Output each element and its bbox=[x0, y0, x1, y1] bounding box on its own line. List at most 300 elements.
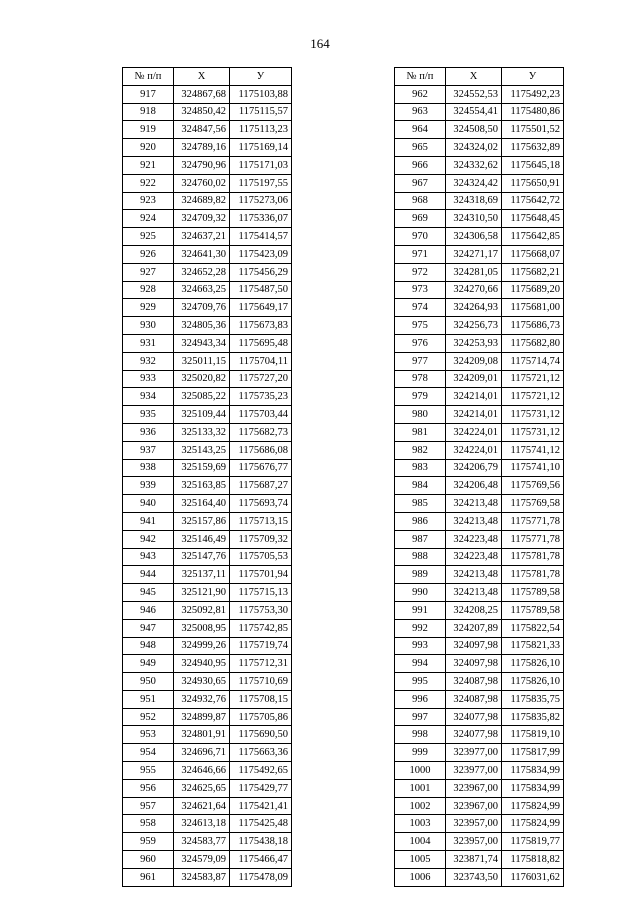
x-coordinate-cell: 325133,32 bbox=[174, 423, 230, 441]
x-coordinate-cell: 324625,65 bbox=[174, 779, 230, 797]
table-row bbox=[123, 637, 292, 655]
x-coordinate-cell: 324310,50 bbox=[446, 210, 502, 228]
point-number-cell: 953 bbox=[123, 726, 174, 744]
point-number-cell: 956 bbox=[123, 779, 174, 797]
point-number-cell: 983 bbox=[395, 459, 446, 477]
point-number-cell: 926 bbox=[123, 245, 174, 263]
x-coordinate-cell: 324332,62 bbox=[446, 156, 502, 174]
table-row bbox=[395, 281, 564, 299]
point-number-cell: 936 bbox=[123, 423, 174, 441]
table-row bbox=[123, 174, 292, 192]
x-coordinate-cell: 323871,74 bbox=[446, 851, 502, 869]
y-coordinate-cell: 1175781,78 bbox=[502, 548, 564, 566]
y-coordinate-cell: 1175663,36 bbox=[230, 744, 292, 762]
y-coordinate-cell: 1175703,44 bbox=[230, 406, 292, 424]
page-number: 164 bbox=[310, 36, 330, 51]
table-row bbox=[395, 495, 564, 513]
x-coordinate-cell: 324209,08 bbox=[446, 352, 502, 370]
y-coordinate-cell: 1175834,99 bbox=[502, 762, 564, 780]
table-row bbox=[123, 512, 292, 530]
table-row bbox=[123, 352, 292, 370]
y-coordinate-cell: 1175425,48 bbox=[230, 815, 292, 833]
x-coordinate-cell: 324223,48 bbox=[446, 530, 502, 548]
table-row bbox=[123, 762, 292, 780]
table-row bbox=[123, 477, 292, 495]
x-coordinate-cell: 325137,11 bbox=[174, 566, 230, 584]
x-coordinate-cell: 324077,98 bbox=[446, 708, 502, 726]
table-row bbox=[123, 299, 292, 317]
x-coordinate-cell: 325163,85 bbox=[174, 477, 230, 495]
y-coordinate-cell: 1175821,33 bbox=[502, 637, 564, 655]
point-number-cell: 949 bbox=[123, 655, 174, 673]
table-row bbox=[123, 601, 292, 619]
point-number-cell: 924 bbox=[123, 210, 174, 228]
header-x: X bbox=[174, 68, 230, 86]
point-number-cell: 1006 bbox=[395, 868, 446, 886]
table-row bbox=[123, 690, 292, 708]
table-row bbox=[123, 566, 292, 584]
y-coordinate-cell: 1175676,77 bbox=[230, 459, 292, 477]
y-coordinate-cell: 1175789,58 bbox=[502, 601, 564, 619]
y-coordinate-cell: 1175721,12 bbox=[502, 388, 564, 406]
y-coordinate-cell: 1175824,99 bbox=[502, 815, 564, 833]
table-row bbox=[123, 530, 292, 548]
point-number-cell: 945 bbox=[123, 584, 174, 602]
point-number-cell: 923 bbox=[123, 192, 174, 210]
y-coordinate-cell: 1175771,78 bbox=[502, 512, 564, 530]
point-number-cell: 985 bbox=[395, 495, 446, 513]
table-row bbox=[123, 317, 292, 335]
table-row bbox=[395, 174, 564, 192]
table-row bbox=[395, 477, 564, 495]
x-coordinate-cell: 324790,96 bbox=[174, 156, 230, 174]
table-row bbox=[123, 370, 292, 388]
x-coordinate-cell: 324789,16 bbox=[174, 139, 230, 157]
y-coordinate-cell: 1175819,10 bbox=[502, 726, 564, 744]
x-coordinate-cell: 324621,64 bbox=[174, 797, 230, 815]
x-coordinate-cell: 324208,25 bbox=[446, 601, 502, 619]
point-number-cell: 999 bbox=[395, 744, 446, 762]
table-row bbox=[395, 690, 564, 708]
x-coordinate-cell: 324696,71 bbox=[174, 744, 230, 762]
table-row bbox=[123, 744, 292, 762]
table-row bbox=[123, 673, 292, 691]
point-number-cell: 997 bbox=[395, 708, 446, 726]
y-coordinate-cell: 1175686,73 bbox=[502, 317, 564, 335]
table-row bbox=[395, 708, 564, 726]
x-coordinate-cell: 324930,65 bbox=[174, 673, 230, 691]
x-coordinate-cell: 324077,98 bbox=[446, 726, 502, 744]
table-row bbox=[395, 655, 564, 673]
y-coordinate-cell: 1175336,07 bbox=[230, 210, 292, 228]
x-coordinate-cell: 324867,68 bbox=[174, 85, 230, 103]
y-coordinate-cell: 1175690,50 bbox=[230, 726, 292, 744]
x-coordinate-cell: 324637,21 bbox=[174, 228, 230, 246]
y-coordinate-cell: 1175466,47 bbox=[230, 851, 292, 869]
y-coordinate-cell: 1175822,54 bbox=[502, 619, 564, 637]
table-row bbox=[123, 121, 292, 139]
y-coordinate-cell: 1175719,74 bbox=[230, 637, 292, 655]
y-coordinate-cell: 1175826,10 bbox=[502, 655, 564, 673]
point-number-cell: 988 bbox=[395, 548, 446, 566]
point-number-cell: 987 bbox=[395, 530, 446, 548]
x-coordinate-cell: 324256,73 bbox=[446, 317, 502, 335]
y-coordinate-cell: 1175741,12 bbox=[502, 441, 564, 459]
point-number-cell: 976 bbox=[395, 334, 446, 352]
point-number-cell: 995 bbox=[395, 673, 446, 691]
y-coordinate-cell: 1175649,17 bbox=[230, 299, 292, 317]
x-coordinate-cell: 325157,86 bbox=[174, 512, 230, 530]
point-number-cell: 970 bbox=[395, 228, 446, 246]
x-coordinate-cell: 324213,48 bbox=[446, 512, 502, 530]
x-coordinate-cell: 324206,79 bbox=[446, 459, 502, 477]
x-coordinate-cell: 323977,00 bbox=[446, 762, 502, 780]
x-coordinate-cell: 324306,58 bbox=[446, 228, 502, 246]
y-coordinate-cell: 1175731,12 bbox=[502, 423, 564, 441]
point-number-cell: 946 bbox=[123, 601, 174, 619]
point-number-cell: 934 bbox=[123, 388, 174, 406]
x-coordinate-cell: 324318,69 bbox=[446, 192, 502, 210]
y-coordinate-cell: 1175501,52 bbox=[502, 121, 564, 139]
point-number-cell: 965 bbox=[395, 139, 446, 157]
x-coordinate-cell: 324999,26 bbox=[174, 637, 230, 655]
point-number-cell: 982 bbox=[395, 441, 446, 459]
point-number-cell: 992 bbox=[395, 619, 446, 637]
table-row bbox=[123, 228, 292, 246]
y-coordinate-cell: 1175824,99 bbox=[502, 797, 564, 815]
x-coordinate-cell: 323743,50 bbox=[446, 868, 502, 886]
point-number-cell: 921 bbox=[123, 156, 174, 174]
y-coordinate-cell: 1175682,21 bbox=[502, 263, 564, 281]
x-coordinate-cell: 324213,48 bbox=[446, 495, 502, 513]
table-row bbox=[395, 637, 564, 655]
point-number-cell: 954 bbox=[123, 744, 174, 762]
point-number-cell: 919 bbox=[123, 121, 174, 139]
y-coordinate-cell: 1175197,55 bbox=[230, 174, 292, 192]
y-coordinate-cell: 1175731,12 bbox=[502, 406, 564, 424]
y-coordinate-cell: 1175273,06 bbox=[230, 192, 292, 210]
table-row bbox=[395, 530, 564, 548]
x-coordinate-cell: 324899,87 bbox=[174, 708, 230, 726]
point-number-cell: 957 bbox=[123, 797, 174, 815]
x-coordinate-cell: 325092,81 bbox=[174, 601, 230, 619]
point-number-cell: 1002 bbox=[395, 797, 446, 815]
y-coordinate-cell: 1175709,32 bbox=[230, 530, 292, 548]
y-coordinate-cell: 1175715,13 bbox=[230, 584, 292, 602]
point-number-cell: 932 bbox=[123, 352, 174, 370]
y-coordinate-cell: 1175682,80 bbox=[502, 334, 564, 352]
y-coordinate-cell: 1175103,88 bbox=[230, 85, 292, 103]
y-coordinate-cell: 1175769,56 bbox=[502, 477, 564, 495]
point-number-cell: 955 bbox=[123, 762, 174, 780]
table-row bbox=[123, 441, 292, 459]
point-number-cell: 963 bbox=[395, 103, 446, 121]
header-y: У bbox=[502, 68, 564, 86]
point-number-cell: 966 bbox=[395, 156, 446, 174]
y-coordinate-cell: 1175826,10 bbox=[502, 673, 564, 691]
x-coordinate-cell: 324801,91 bbox=[174, 726, 230, 744]
y-coordinate-cell: 1175705,86 bbox=[230, 708, 292, 726]
table-row bbox=[123, 210, 292, 228]
y-coordinate-cell: 1175171,03 bbox=[230, 156, 292, 174]
y-coordinate-cell: 1175492,65 bbox=[230, 762, 292, 780]
y-coordinate-cell: 1176031,62 bbox=[502, 868, 564, 886]
x-coordinate-cell: 324206,48 bbox=[446, 477, 502, 495]
table-row bbox=[395, 139, 564, 157]
point-number-cell: 950 bbox=[123, 673, 174, 691]
point-number-cell: 1001 bbox=[395, 779, 446, 797]
y-coordinate-cell: 1175487,50 bbox=[230, 281, 292, 299]
x-coordinate-cell: 324264,93 bbox=[446, 299, 502, 317]
x-coordinate-cell: 324281,05 bbox=[446, 263, 502, 281]
y-coordinate-cell: 1175708,15 bbox=[230, 690, 292, 708]
y-coordinate-cell: 1175701,94 bbox=[230, 566, 292, 584]
x-coordinate-cell: 324087,98 bbox=[446, 673, 502, 691]
point-number-cell: 920 bbox=[123, 139, 174, 157]
x-coordinate-cell: 324213,48 bbox=[446, 584, 502, 602]
x-coordinate-cell: 324805,36 bbox=[174, 317, 230, 335]
table-row bbox=[123, 619, 292, 637]
point-number-cell: 941 bbox=[123, 512, 174, 530]
table-row bbox=[123, 388, 292, 406]
x-coordinate-cell: 325085,22 bbox=[174, 388, 230, 406]
y-coordinate-cell: 1175735,23 bbox=[230, 388, 292, 406]
table-row bbox=[395, 370, 564, 388]
y-coordinate-cell: 1175818,82 bbox=[502, 851, 564, 869]
y-coordinate-cell: 1175705,53 bbox=[230, 548, 292, 566]
table-row bbox=[123, 263, 292, 281]
x-coordinate-cell: 325143,25 bbox=[174, 441, 230, 459]
x-coordinate-cell: 324253,93 bbox=[446, 334, 502, 352]
table-row bbox=[123, 406, 292, 424]
y-coordinate-cell: 1175789,58 bbox=[502, 584, 564, 602]
y-coordinate-cell: 1175721,12 bbox=[502, 370, 564, 388]
point-number-cell: 927 bbox=[123, 263, 174, 281]
point-number-cell: 973 bbox=[395, 281, 446, 299]
table-row bbox=[395, 156, 564, 174]
y-coordinate-cell: 1175642,72 bbox=[502, 192, 564, 210]
table-row bbox=[395, 726, 564, 744]
table-row bbox=[395, 833, 564, 851]
point-number-cell: 917 bbox=[123, 85, 174, 103]
point-number-cell: 978 bbox=[395, 370, 446, 388]
y-coordinate-cell: 1175714,74 bbox=[502, 352, 564, 370]
table-row bbox=[395, 121, 564, 139]
x-coordinate-cell: 324224,01 bbox=[446, 423, 502, 441]
x-coordinate-cell: 323967,00 bbox=[446, 779, 502, 797]
point-number-cell: 960 bbox=[123, 851, 174, 869]
table-row bbox=[123, 459, 292, 477]
point-number-cell: 962 bbox=[395, 85, 446, 103]
table-row bbox=[123, 85, 292, 103]
x-coordinate-cell: 323967,00 bbox=[446, 797, 502, 815]
y-coordinate-cell: 1175741,10 bbox=[502, 459, 564, 477]
point-number-cell: 925 bbox=[123, 228, 174, 246]
table-row bbox=[395, 619, 564, 637]
y-coordinate-cell: 1175492,23 bbox=[502, 85, 564, 103]
x-coordinate-cell: 324324,42 bbox=[446, 174, 502, 192]
y-coordinate-cell: 1175673,83 bbox=[230, 317, 292, 335]
y-coordinate-cell: 1175817,99 bbox=[502, 744, 564, 762]
y-coordinate-cell: 1175710,69 bbox=[230, 673, 292, 691]
table-row bbox=[395, 423, 564, 441]
x-coordinate-cell: 324271,17 bbox=[446, 245, 502, 263]
table-row bbox=[395, 868, 564, 886]
y-coordinate-cell: 1175682,73 bbox=[230, 423, 292, 441]
y-coordinate-cell: 1175727,20 bbox=[230, 370, 292, 388]
y-coordinate-cell: 1175769,58 bbox=[502, 495, 564, 513]
y-coordinate-cell: 1175781,78 bbox=[502, 566, 564, 584]
x-coordinate-cell: 325159,69 bbox=[174, 459, 230, 477]
x-coordinate-cell: 323957,00 bbox=[446, 833, 502, 851]
y-coordinate-cell: 1175645,18 bbox=[502, 156, 564, 174]
x-coordinate-cell: 325109,44 bbox=[174, 406, 230, 424]
x-coordinate-cell: 324207,89 bbox=[446, 619, 502, 637]
y-coordinate-cell: 1175169,14 bbox=[230, 139, 292, 157]
point-number-cell: 977 bbox=[395, 352, 446, 370]
table-row bbox=[395, 744, 564, 762]
point-number-cell: 994 bbox=[395, 655, 446, 673]
point-number-cell: 974 bbox=[395, 299, 446, 317]
point-number-cell: 998 bbox=[395, 726, 446, 744]
table-row bbox=[123, 139, 292, 157]
y-coordinate-cell: 1175438,18 bbox=[230, 833, 292, 851]
x-coordinate-cell: 324943,34 bbox=[174, 334, 230, 352]
header-num: № п/п bbox=[395, 68, 446, 86]
table-row bbox=[395, 85, 564, 103]
point-number-cell: 931 bbox=[123, 334, 174, 352]
point-number-cell: 951 bbox=[123, 690, 174, 708]
x-coordinate-cell: 324847,56 bbox=[174, 121, 230, 139]
table-row bbox=[123, 103, 292, 121]
y-coordinate-cell: 1175642,85 bbox=[502, 228, 564, 246]
point-number-cell: 971 bbox=[395, 245, 446, 263]
point-number-cell: 944 bbox=[123, 566, 174, 584]
x-coordinate-cell: 324689,82 bbox=[174, 192, 230, 210]
y-coordinate-cell: 1175771,78 bbox=[502, 530, 564, 548]
x-coordinate-cell: 324554,41 bbox=[446, 103, 502, 121]
point-number-cell: 1003 bbox=[395, 815, 446, 833]
table-row bbox=[395, 263, 564, 281]
y-coordinate-cell: 1175686,08 bbox=[230, 441, 292, 459]
table-row bbox=[123, 797, 292, 815]
point-number-cell: 979 bbox=[395, 388, 446, 406]
x-coordinate-cell: 324213,48 bbox=[446, 566, 502, 584]
x-coordinate-cell: 324652,28 bbox=[174, 263, 230, 281]
point-number-cell: 984 bbox=[395, 477, 446, 495]
y-coordinate-cell: 1175414,57 bbox=[230, 228, 292, 246]
table-row bbox=[395, 228, 564, 246]
table-row bbox=[395, 673, 564, 691]
table-row bbox=[123, 833, 292, 851]
table-row bbox=[123, 548, 292, 566]
x-coordinate-cell: 325011,15 bbox=[174, 352, 230, 370]
point-number-cell: 986 bbox=[395, 512, 446, 530]
table-row bbox=[123, 245, 292, 263]
y-coordinate-cell: 1175695,48 bbox=[230, 334, 292, 352]
coordinates-table-right bbox=[394, 67, 564, 887]
table-header-row bbox=[395, 68, 564, 86]
point-number-cell: 942 bbox=[123, 530, 174, 548]
table-row bbox=[395, 317, 564, 335]
y-coordinate-cell: 1175480,86 bbox=[502, 103, 564, 121]
x-coordinate-cell: 324209,01 bbox=[446, 370, 502, 388]
point-number-cell: 991 bbox=[395, 601, 446, 619]
x-coordinate-cell: 325164,40 bbox=[174, 495, 230, 513]
x-coordinate-cell: 324097,98 bbox=[446, 655, 502, 673]
point-number-cell: 948 bbox=[123, 637, 174, 655]
table-row bbox=[123, 779, 292, 797]
y-coordinate-cell: 1175650,91 bbox=[502, 174, 564, 192]
table-row bbox=[395, 299, 564, 317]
coordinates-table-left bbox=[122, 67, 292, 887]
table-row bbox=[395, 851, 564, 869]
point-number-cell: 967 bbox=[395, 174, 446, 192]
y-coordinate-cell: 1175689,20 bbox=[502, 281, 564, 299]
point-number-cell: 969 bbox=[395, 210, 446, 228]
x-coordinate-cell: 325020,82 bbox=[174, 370, 230, 388]
point-number-cell: 968 bbox=[395, 192, 446, 210]
x-coordinate-cell: 324709,32 bbox=[174, 210, 230, 228]
x-coordinate-cell: 324583,77 bbox=[174, 833, 230, 851]
x-coordinate-cell: 324552,53 bbox=[446, 85, 502, 103]
point-number-cell: 952 bbox=[123, 708, 174, 726]
y-coordinate-cell: 1175835,82 bbox=[502, 708, 564, 726]
table-row bbox=[395, 210, 564, 228]
x-coordinate-cell: 324850,42 bbox=[174, 103, 230, 121]
table-row bbox=[123, 726, 292, 744]
x-coordinate-cell: 324508,50 bbox=[446, 121, 502, 139]
table-row bbox=[123, 708, 292, 726]
x-coordinate-cell: 324223,48 bbox=[446, 548, 502, 566]
y-coordinate-cell: 1175693,74 bbox=[230, 495, 292, 513]
y-coordinate-cell: 1175704,11 bbox=[230, 352, 292, 370]
point-number-cell: 996 bbox=[395, 690, 446, 708]
y-coordinate-cell: 1175632,89 bbox=[502, 139, 564, 157]
table-row bbox=[123, 584, 292, 602]
point-number-cell: 1000 bbox=[395, 762, 446, 780]
table-row bbox=[123, 192, 292, 210]
point-number-cell: 929 bbox=[123, 299, 174, 317]
point-number-cell: 989 bbox=[395, 566, 446, 584]
point-number-cell: 937 bbox=[123, 441, 174, 459]
x-coordinate-cell: 324709,76 bbox=[174, 299, 230, 317]
table-row bbox=[123, 851, 292, 869]
point-number-cell: 958 bbox=[123, 815, 174, 833]
table-row bbox=[395, 762, 564, 780]
header-x: X bbox=[446, 68, 502, 86]
table-row bbox=[395, 459, 564, 477]
x-coordinate-cell: 324646,66 bbox=[174, 762, 230, 780]
table-row bbox=[395, 103, 564, 121]
y-coordinate-cell: 1175712,31 bbox=[230, 655, 292, 673]
table-row bbox=[395, 601, 564, 619]
header-num: № п/п bbox=[123, 68, 174, 86]
x-coordinate-cell: 324641,30 bbox=[174, 245, 230, 263]
y-coordinate-cell: 1175687,27 bbox=[230, 477, 292, 495]
table-row bbox=[395, 779, 564, 797]
table-row bbox=[123, 655, 292, 673]
x-coordinate-cell: 323977,00 bbox=[446, 744, 502, 762]
y-coordinate-cell: 1175478,09 bbox=[230, 868, 292, 886]
point-number-cell: 940 bbox=[123, 495, 174, 513]
point-number-cell: 943 bbox=[123, 548, 174, 566]
x-coordinate-cell: 325146,49 bbox=[174, 530, 230, 548]
table-row bbox=[395, 334, 564, 352]
x-coordinate-cell: 324613,18 bbox=[174, 815, 230, 833]
point-number-cell: 959 bbox=[123, 833, 174, 851]
y-coordinate-cell: 1175456,29 bbox=[230, 263, 292, 281]
